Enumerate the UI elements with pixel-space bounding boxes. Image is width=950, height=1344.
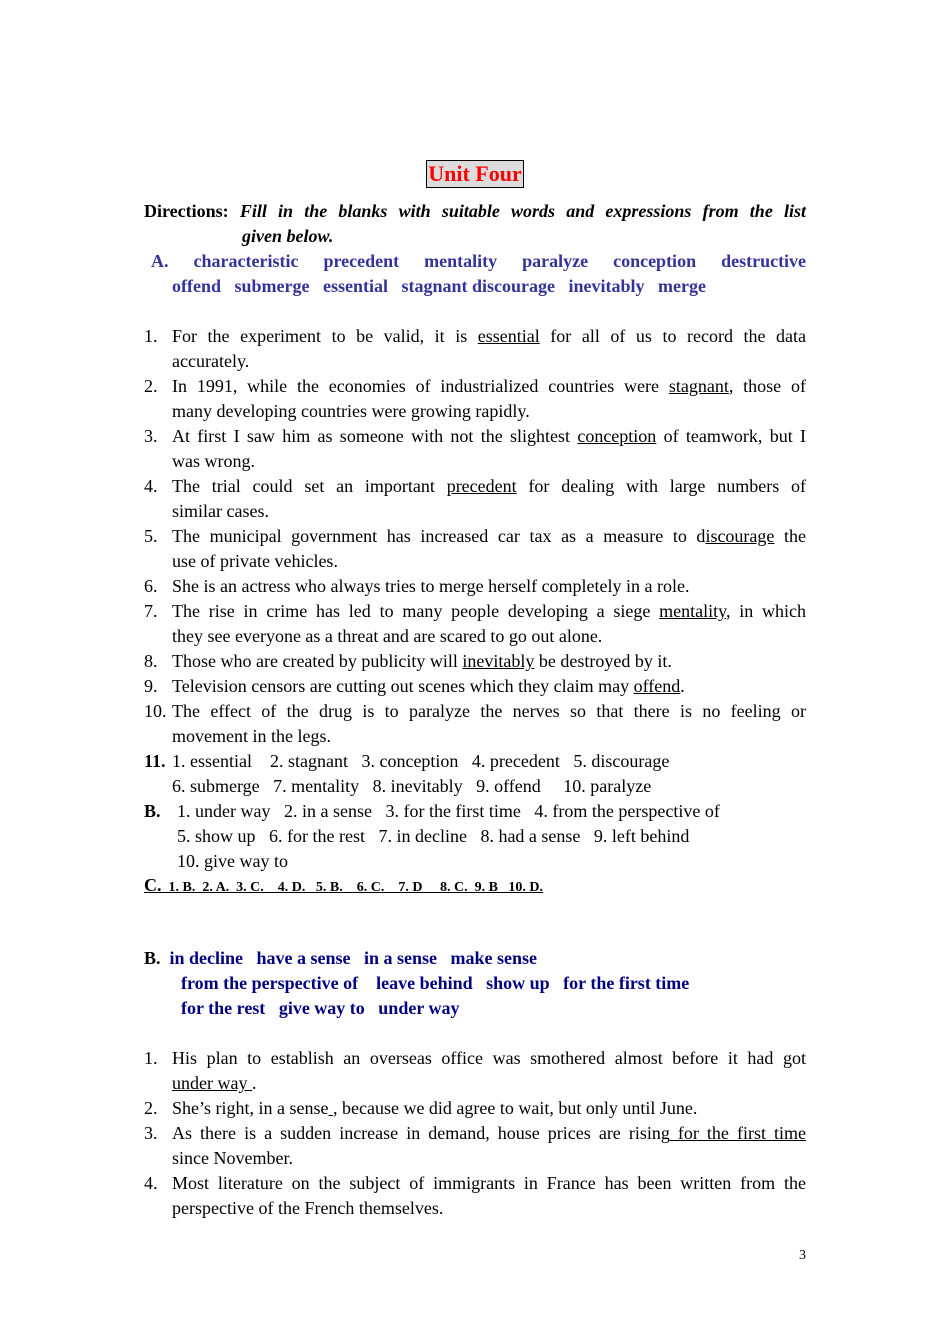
item-a-4-cont: similar cases.: [172, 501, 269, 521]
answer-underlined: precedent: [446, 476, 517, 496]
answers-b-label: B.: [144, 801, 161, 821]
text-post: for all of us to record the data: [539, 326, 807, 346]
text-pre: The rise in crime has led to many people developing a siege: [172, 601, 660, 621]
page-number: 3: [799, 1248, 806, 1263]
text-post: , because we did agree to wait, but only until June.: [332, 1098, 698, 1118]
word-a-5: conception: [613, 251, 697, 271]
item-text: [172, 424, 806, 449]
text-post: , those of: [728, 376, 806, 396]
item-text: She is an actress who always tries to merge herself completely in a role.: [172, 576, 690, 596]
text-post: of teamwork, but I: [656, 426, 806, 446]
answer-underlined: inevitably: [462, 651, 535, 671]
part-b-label: B.: [144, 948, 161, 968]
item-number: 8.: [144, 651, 158, 671]
answers-c-text: 1. B. 2. A. 3. C. 4. D. 5. B. 6. C. 7. D 8. C. 9. B 10. D.: [168, 880, 544, 895]
answers-c-label: C.: [144, 875, 162, 895]
item-text: [172, 599, 806, 624]
answers-11-text-1: 1. essential 2. stagnant 3. conception 4. precedent 5. discourage: [172, 751, 670, 771]
word-a-13: merge: [658, 276, 706, 296]
item-text: [172, 474, 806, 499]
word-a-12: inevitably: [568, 276, 645, 296]
item-number: 7.: [144, 601, 158, 621]
phrase-b-1: in decline: [169, 948, 244, 968]
item-number: 2.: [144, 376, 158, 396]
text-pre: Television censors are cutting out scenes which they claim may: [172, 676, 634, 696]
text-pre: Those who are created by publicity will: [172, 651, 463, 671]
answer-underlined: for the first time: [669, 1123, 806, 1143]
word-a-7: offend: [172, 276, 221, 296]
word-list-a-row-2: [172, 274, 806, 299]
item-a-2-cont: many developing countries were growing rapidly.: [172, 401, 530, 421]
item-text: [172, 524, 806, 549]
answers-b-line-2: 5. show up 6. for the rest 7. in decline 8. had a sense 9. left behind: [177, 826, 690, 846]
word-a-1: characteristic: [193, 251, 299, 271]
item-text: His plan to establish an overseas office was smothered almost before it had got: [172, 1048, 806, 1068]
answer-underlined: under way: [172, 1073, 252, 1093]
word-a-11: discourage: [472, 276, 556, 296]
text-pre: In 1991, while the economies of industrialized countries were: [172, 376, 669, 396]
word-a-6: destructive: [721, 251, 807, 271]
word-a-9: essential: [323, 276, 388, 296]
phrase-b-11: under way: [378, 998, 460, 1018]
item-b-1-cont: [172, 1071, 806, 1096]
item-number: 9.: [144, 676, 158, 696]
part-a-label: A.: [151, 251, 169, 271]
item-text: Most literature on the subject of immigrants in France has been written from the: [172, 1173, 806, 1193]
answers-c-line: [144, 873, 806, 900]
phrase-b-2: have a sense: [256, 948, 351, 968]
text-pre: The municipal government has increased car tax as a measure to d: [172, 526, 706, 546]
answer-underlined: offend: [633, 676, 681, 696]
text-pre: She’s right, in a sense: [172, 1098, 329, 1118]
word-list-b-row-1: [144, 946, 806, 971]
directions-line-1: [144, 199, 806, 224]
text-pre: At first I saw him as someone with not the slightest: [172, 426, 578, 446]
phrase-b-8: for the first time: [563, 973, 690, 993]
item-number: 4.: [144, 1173, 158, 1193]
phrase-b-10: give way to: [278, 998, 365, 1018]
item-number: 4.: [144, 476, 158, 496]
item-text: The effect of the drug is to paralyze the nerves so that there is no feeling or: [172, 701, 806, 721]
answer-underlined: stagnant: [668, 376, 729, 396]
word-a-8: submerge: [234, 276, 310, 296]
phrase-b-3: in a sense: [364, 948, 438, 968]
word-list-b-row-2: [181, 971, 806, 996]
item-number: 1.: [144, 326, 158, 346]
answers-11-line-2: 6. submerge 7. mentality 8. inevitably 9. offend 10. paralyze: [172, 776, 652, 796]
title-wrap: [144, 160, 806, 188]
answers-11-label: 11.: [144, 751, 166, 771]
item-b-4-cont: perspective of the French themselves.: [172, 1198, 444, 1218]
word-a-4: paralyze: [522, 251, 589, 271]
item-text: [172, 1121, 806, 1146]
phrase-b-6: leave behind: [376, 973, 473, 993]
phrase-b-4: make sense: [450, 948, 538, 968]
word-list-a-row-1: [151, 249, 806, 274]
word-list-b-row-3: [181, 996, 806, 1021]
item-number: 1.: [144, 1048, 158, 1068]
item-number: 2.: [144, 1098, 158, 1118]
item-text: [172, 374, 806, 399]
word-a-3: mentality: [424, 251, 498, 271]
text-post: , in which: [725, 601, 807, 621]
word-a-10: stagnant: [401, 276, 468, 296]
item-b-3-cont: since November.: [172, 1148, 293, 1168]
answer-underlined: iscourage: [705, 526, 775, 546]
text-pre: As there is a sudden increase in demand, house prices are rising: [172, 1123, 670, 1143]
item-a-5-cont: use of private vehicles.: [172, 551, 338, 571]
phrase-b-5: from the perspective of: [181, 973, 359, 993]
text-pre: The trial could set an important: [172, 476, 447, 496]
text-post: be destroyed by it.: [534, 651, 672, 671]
text-pre: For the experiment to be valid, it is: [172, 326, 478, 346]
answer-underlined: essential: [477, 326, 540, 346]
phrase-b-7: show up: [486, 973, 550, 993]
answers-b-text-1: 1. under way 2. in a sense 3. for the first time 4. from the perspective of: [177, 801, 720, 821]
item-number: 3.: [144, 426, 158, 446]
item-number: 6.: [144, 576, 158, 596]
directions-text-1: Fill in the blanks with suitable words and expressions from the list: [239, 201, 807, 221]
unit-title: Unit Four: [428, 161, 522, 186]
directions-label: Directions:: [144, 201, 229, 221]
item-a-3-cont: was wrong.: [172, 451, 255, 471]
text-post: for dealing with large numbers of: [516, 476, 806, 496]
item-a-7-cont: they see everyone as a threat and are scared to go out alone.: [172, 626, 603, 646]
answer-underlined: conception: [577, 426, 657, 446]
directions-line-2: [242, 224, 806, 249]
text-post: .: [680, 676, 685, 696]
text-post: .: [251, 1073, 257, 1093]
answers-b-line-3: 10. give way to: [177, 851, 288, 871]
item-a-1-cont: accurately.: [172, 351, 250, 371]
item-number: 10.: [144, 701, 167, 721]
item-a-10-cont: movement in the legs.: [172, 726, 331, 746]
item-number: 5.: [144, 526, 158, 546]
item-text: [172, 674, 806, 699]
item-text: [172, 324, 806, 349]
directions-text-2: given below.: [242, 226, 334, 246]
phrase-b-9: for the rest: [181, 998, 266, 1018]
text-post: the: [774, 526, 806, 546]
answer-underlined: mentality: [659, 601, 726, 621]
item-text: [172, 1096, 806, 1121]
item-number: 3.: [144, 1123, 158, 1143]
item-text: [172, 649, 806, 674]
word-a-2: precedent: [323, 251, 400, 271]
